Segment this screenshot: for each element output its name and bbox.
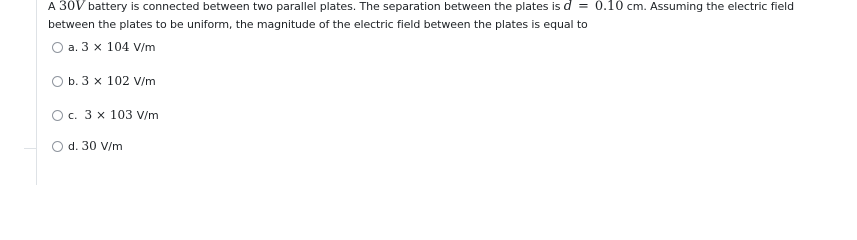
option-unit: V/m bbox=[133, 40, 156, 54]
radio-button-d[interactable] bbox=[52, 141, 63, 152]
voltage-unit: V bbox=[75, 0, 85, 14]
equals-sign: = bbox=[578, 0, 589, 14]
radio-button-a[interactable] bbox=[52, 42, 63, 53]
option-unit: V/m bbox=[100, 139, 123, 153]
option-c[interactable]: c. 3 × 10 3 V/m bbox=[52, 108, 159, 122]
option-unit: V/m bbox=[136, 108, 159, 122]
option-a[interactable]: a. 3 × 10 4 V/m bbox=[52, 40, 155, 54]
question-line-2: between the plates to be uniform, the magnitude of the electric field between the plates is equal to bbox=[48, 18, 588, 31]
option-b[interactable]: b. 3 × 10 2 V/m bbox=[52, 74, 156, 88]
distance-unit: cm bbox=[626, 0, 644, 13]
option-letter: a. bbox=[68, 40, 79, 54]
distance-variable: d bbox=[563, 0, 573, 14]
option-value: 30 bbox=[81, 139, 97, 153]
option-unit: V/m bbox=[133, 74, 156, 88]
option-value: 3 × 10 bbox=[81, 74, 123, 88]
question-left-border bbox=[36, 0, 37, 185]
distance-value: 0.10 bbox=[594, 0, 624, 14]
question-line-1-end: . Assuming the electric field bbox=[643, 0, 794, 13]
question-border-stub bbox=[24, 148, 36, 149]
option-d[interactable] bbox=[52, 139, 123, 153]
question-prefix: A bbox=[48, 0, 59, 13]
question-body: battery is connected between two parallel plates. The separation between the plates is bbox=[84, 0, 564, 13]
radio-button-b[interactable] bbox=[52, 76, 63, 87]
option-letter: d. bbox=[68, 139, 79, 153]
option-letter: b. bbox=[68, 74, 79, 88]
question-line-1 bbox=[48, 0, 848, 16]
radio-button-c[interactable] bbox=[52, 110, 63, 121]
option-value: 3 × 10 bbox=[81, 40, 122, 54]
question-text bbox=[48, 0, 848, 34]
option-value: 3 × 10 bbox=[84, 108, 126, 122]
voltage-value: 30 bbox=[58, 0, 76, 14]
option-letter: c. bbox=[68, 108, 78, 122]
